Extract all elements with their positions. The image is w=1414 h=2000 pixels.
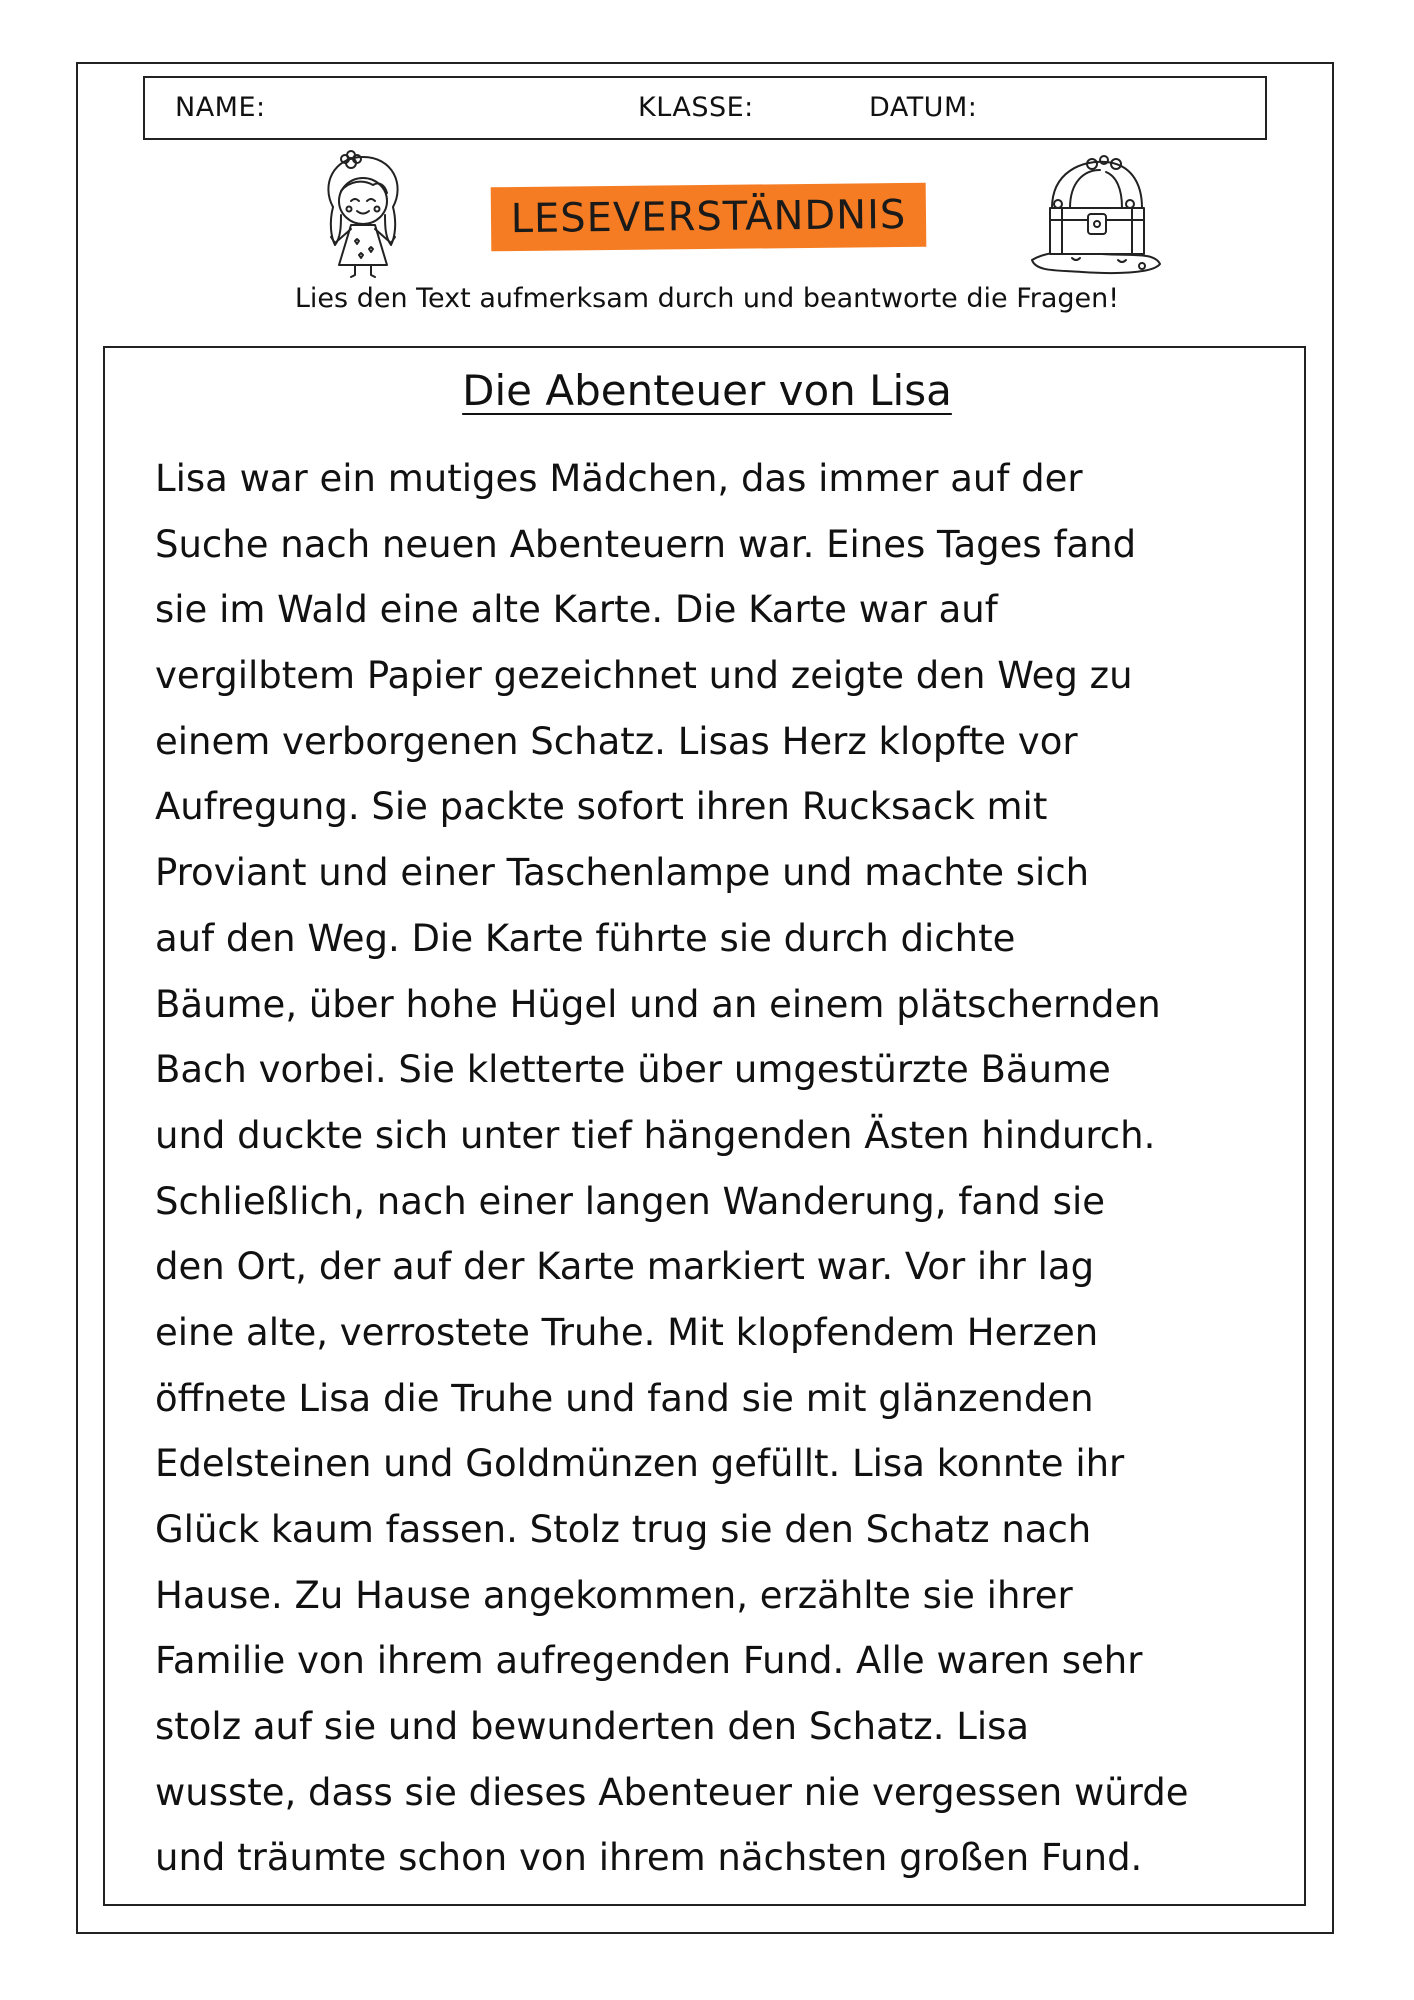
story-line: Familie von ihrem aufregenden Fund. Alle waren sehr <box>155 1639 1143 1683</box>
story-line: Schließlich, nach einer langen Wanderung, fand sie <box>155 1179 1105 1223</box>
worksheet-title: LESEVERSTÄNDNIS <box>510 191 907 243</box>
story-line: auf den Weg. Die Karte führte sie durch dichte <box>155 916 1016 960</box>
story-line: Suche nach neuen Abenteuern war. Eines Tages fand <box>155 522 1137 566</box>
student-info-header <box>143 76 1267 140</box>
story-line: Bach vorbei. Sie kletterte über umgestürzte Bäume <box>155 1048 1111 1092</box>
name-label: NAME: <box>175 92 266 123</box>
story-line: eine alte, verrostete Truhe. Mit klopfendem Herzen <box>155 1310 1099 1354</box>
story-line: und träumte schon von ihrem nächsten großen Fund. <box>155 1836 1143 1880</box>
class-label: KLASSE: <box>638 92 754 123</box>
treasure-chest-icon <box>1022 148 1167 283</box>
date-label: DATUM: <box>869 92 978 123</box>
story-line: Glück kaum fassen. Stolz trug sie den Schatz nach <box>155 1508 1092 1551</box>
story-line: den Ort, der auf der Karte markiert war. Vor ihr lag <box>155 1245 1095 1289</box>
story-line: stolz auf sie und bewunderten den Schatz. Lisa <box>155 1705 1030 1749</box>
story-line: wusste, dass sie dieses Abenteuer nie vergessen würde <box>155 1770 1189 1814</box>
girl-icon <box>293 145 433 280</box>
story-line: Proviant und einer Taschenlampe und machte sich <box>155 851 1090 895</box>
story-title <box>0 355 1414 427</box>
story-line: Edelsteinen und Goldmünzen gefüllt. Lisa konnte ihr <box>155 1442 1125 1486</box>
story-line: einem verborgenen Schatz. Lisas Herz klopfte vor <box>155 719 1078 763</box>
story-line: vergilbtem Papier gezeichnet und zeigte den Weg zu <box>155 654 1133 698</box>
story-line: öffnete Lisa die Truhe und fand sie mit glänzenden <box>155 1376 1094 1420</box>
story-line: Bäume, über hohe Hügel und an einem plätschernden <box>155 982 1161 1026</box>
task-instruction: Lies den Text aufmerksam durch und beantworte die Fragen! <box>294 283 1120 314</box>
story-title-text: Die Abenteuer von Lisa <box>462 366 952 415</box>
story-line: Aufregung. Sie packte sofort ihren Rucksack mit <box>155 785 1048 829</box>
story-line: sie im Wald eine alte Karte. Die Karte war auf <box>155 588 998 632</box>
story-line: Hause. Zu Hause angekommen, erzählte sie ihrer <box>155 1573 1073 1617</box>
story-line: und duckte sich unter tief hängenden Ästen hindurch. <box>155 1113 1156 1157</box>
story-text <box>155 446 1285 1891</box>
story-line: Lisa war ein mutiges Mädchen, das immer auf der <box>155 457 1083 500</box>
title-badge <box>491 183 927 252</box>
